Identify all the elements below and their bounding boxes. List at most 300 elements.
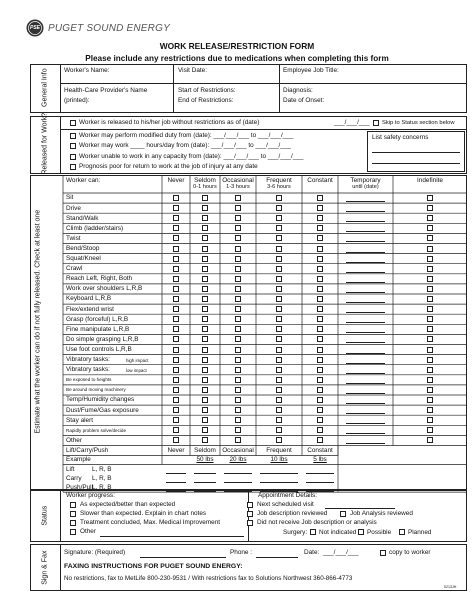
next-visit-label: Next scheduled visit [257,501,314,508]
did-not-receive-label: Did not receive Job description or analysis [257,519,377,526]
status-label: Status [41,505,49,526]
capacity-row-label: Climb (ladder/stairs) [66,224,124,232]
capacity-checkbox[interactable] [276,417,282,423]
capacity-checkbox[interactable] [276,205,282,211]
capacity-section-label: Estimate what the worker can do if not fully released. Check at least one [34,209,42,434]
example-occasional: 20 lbs [229,456,247,463]
lift-carry-push-header: Lift/Carry/Push [66,446,109,454]
capacity-checkbox[interactable] [173,326,179,332]
released-date-blank[interactable]: ___/___/___ [334,119,370,126]
capacity-checkbox[interactable] [235,195,241,201]
capacity-checkbox[interactable] [276,326,282,332]
capacity-checkbox[interactable] [317,296,323,302]
capacity-indefinite-checkbox[interactable] [427,427,433,433]
capacity-checkbox[interactable] [202,336,208,342]
capacity-checkbox[interactable] [173,407,179,413]
faxing-instructions-line: No restrictions, fax to MetLife 800-230-9531 / With restrictions fax to Solutions Northwest 360-866-4773 [64,575,353,582]
capacity-checkbox[interactable] [173,397,179,403]
capacity-row-label: Temp/Humidity changes [66,396,135,404]
capacity-row-label: Sit [66,194,74,202]
capacity-checkbox[interactable] [276,407,282,413]
capacity-checkbox[interactable] [235,367,241,373]
header-temporary-sub: until (date) [352,184,379,190]
capacity-checkbox[interactable] [202,326,208,332]
example-constant: 5 lbs [313,456,327,463]
capacity-checkbox[interactable] [317,387,323,393]
capacity-indefinite-checkbox[interactable] [427,235,433,241]
prognosis-poor-label: Prognosis poor for return to work at the job of injury at any date [79,163,258,170]
capacity-checkbox[interactable] [276,347,282,353]
capacity-checkbox[interactable] [276,427,282,433]
visit-date-field[interactable]: Visit Date: [178,67,208,74]
capacity-checkbox[interactable] [276,316,282,322]
capacity-checkbox[interactable] [235,417,241,423]
temporary-date-line[interactable] [346,443,385,444]
capacity-checkbox[interactable] [202,417,208,423]
date-of-onset-field[interactable]: Date of Onset: [283,97,325,104]
capacity-checkbox[interactable] [173,367,179,373]
sign-date-blank[interactable]: ___/___/___ [323,549,359,556]
capacity-checkbox[interactable] [235,336,241,342]
progress-as-expected-label: As expected/better than expected [80,501,176,508]
capacity-indefinite-checkbox[interactable] [427,205,433,211]
capacity-checkbox[interactable] [235,286,241,292]
pse-logo-mark-text: PSE [29,25,40,31]
capacity-row-label: Twist [66,234,81,242]
capacity-checkbox[interactable] [202,367,208,373]
capacity-checkbox[interactable] [202,316,208,322]
capacity-checkbox[interactable] [317,266,323,272]
capacity-checkbox[interactable] [173,205,179,211]
capacity-checkbox[interactable] [235,296,241,302]
capacity-row-label: Other [66,436,82,444]
capacity-row-label: Stand/Walk [66,214,99,222]
job-analysis-label: Job Analysis reviewed [350,510,413,517]
lift-row-side: L, R, B [92,474,112,482]
capacity-checkbox[interactable] [317,326,323,332]
lift-weight-line[interactable] [166,473,186,474]
capacity-checkbox[interactable] [317,367,323,373]
job-description-label: Job description reviewed [257,510,328,517]
lift-header-seldom: Seldom [194,446,216,454]
capacity-checkbox[interactable] [317,357,323,363]
form-title: WORK RELEASE/RESTRICTION FORM [159,41,315,51]
capacity-checkbox[interactable] [235,235,241,241]
surgery-label: Surgery: [283,529,308,536]
capacity-checkbox[interactable] [173,306,179,312]
capacity-checkbox[interactable] [235,276,241,282]
form-subtitle: Please include any restrictions due to medications when completing this form [85,54,389,63]
capacity-checkbox[interactable] [202,306,208,312]
capacity-row-label: Bend/Stoop [66,244,100,252]
capacity-checkbox[interactable] [317,407,323,413]
temporary-date-line[interactable] [346,201,385,202]
worker-progress-label: Worker progress: [66,492,115,499]
capacity-checkbox[interactable] [173,235,179,241]
capacity-row-label: Drive [66,204,81,212]
temporary-date-line[interactable] [346,363,385,364]
capacity-checkbox[interactable] [202,286,208,292]
next-visit-checkbox[interactable] [247,502,253,508]
capacity-checkbox[interactable] [276,296,282,302]
capacity-checkbox[interactable] [235,215,241,221]
capacity-checkbox[interactable] [317,347,323,353]
did-not-receive-checkbox[interactable] [247,520,253,526]
temporary-date-line[interactable] [346,413,385,414]
temporary-date-line[interactable] [346,262,385,263]
capacity-checkbox[interactable] [276,377,282,383]
capacity-indefinite-checkbox[interactable] [427,256,433,262]
provider-name-label-1: Health-Care Provider's Name [64,87,148,94]
capacity-checkbox[interactable] [235,316,241,322]
capacity-checkbox[interactable] [317,235,323,241]
capacity-row-label: Be exposed to heights [66,377,112,383]
temporary-date-line[interactable] [346,342,385,343]
capacity-checkbox[interactable] [173,316,179,322]
workers-name-field[interactable]: Worker's Name: [64,67,110,74]
capacity-indefinite-checkbox[interactable] [427,387,433,393]
capacity-row-label: Work over shoulders L,R,B [66,285,143,293]
lift-row-label: Lift [66,465,75,473]
capacity-checkbox[interactable] [276,215,282,221]
capacity-checkbox[interactable] [317,397,323,403]
temporary-date-line[interactable] [346,241,385,242]
capacity-checkbox[interactable] [202,377,208,383]
capacity-checkbox[interactable] [276,256,282,262]
capacity-row-label: Crawl [66,265,83,273]
capacity-checkbox[interactable] [235,205,241,211]
header-constant: Constant [307,177,333,184]
capacity-checkbox[interactable] [276,235,282,241]
capacity-checkbox[interactable] [202,397,208,403]
capacity-row-label: Keyboard L,R,B [66,295,112,303]
temporary-date-line[interactable] [346,322,385,323]
capacity-indefinite-checkbox[interactable] [427,276,433,282]
capacity-checkbox[interactable] [202,195,208,201]
capacity-checkbox[interactable] [202,215,208,221]
unable-to-work-label: Worker unable to work in any capacity from (date): ___/___/___ to ___/___/___ [79,153,304,160]
pse-brand-name: PUGET SOUND ENERGY [48,23,170,34]
header-occasional: Occasional [222,177,254,184]
lift-weight-line[interactable] [224,482,252,483]
capacity-checkbox[interactable] [202,266,208,272]
lift-row-side: L, R, B [92,483,112,491]
capacity-checkbox[interactable] [173,336,179,342]
capacity-checkbox[interactable] [202,427,208,433]
lift-header-constant: Constant [307,446,333,454]
progress-as-expected-checkbox[interactable] [70,502,76,508]
capacity-checkbox[interactable] [276,437,282,443]
capacity-checkbox[interactable] [276,397,282,403]
capacity-checkbox[interactable] [276,246,282,252]
capacity-checkbox[interactable] [173,387,179,393]
released-for-work-label: Released for Work? [41,112,49,175]
capacity-row-label: Grasp (forceful) L,R,B [66,315,129,323]
general-info-label: General Info [41,68,49,107]
capacity-checkbox[interactable] [235,427,241,433]
capacity-checkbox[interactable] [235,357,241,363]
capacity-checkbox[interactable] [276,225,282,231]
hours-day-label: Worker may work ____ hours/day from (date): ___/___/___ to ___/___/___ [79,142,291,149]
phone-label: Phone : [230,549,253,556]
capacity-row-label: Dust/Fume/Gas exposure [66,406,139,414]
capacity-checkbox[interactable] [173,246,179,252]
capacity-checkbox[interactable] [202,276,208,282]
copy-to-worker-checkbox[interactable] [380,550,386,556]
lift-header-never: Never [167,446,185,454]
capacity-row-label: Reach Left, Right, Both [66,275,133,283]
capacity-checkbox[interactable] [173,195,179,201]
safety-concerns-label: List safety concerns [372,134,429,141]
header-never: Never [167,177,185,184]
capacity-indefinite-checkbox[interactable] [427,336,433,342]
header-indefinite: Indefinite [417,177,443,184]
capacity-checkbox[interactable] [235,437,241,443]
example-seldom: 50 lbs [196,456,214,463]
capacity-checkbox[interactable] [202,225,208,231]
header-seldom-sub: 0-1 hours [193,184,217,190]
capacity-checkbox[interactable] [317,336,323,342]
capacity-checkbox[interactable] [235,347,241,353]
lift-weight-line[interactable] [260,482,298,483]
signature-label: Signature: (Required) [64,549,126,556]
capacity-checkbox[interactable] [276,276,282,282]
surgery-planned-label: Planned [408,529,432,536]
capacity-checkbox[interactable] [317,246,323,252]
capacity-indefinite-checkbox[interactable] [427,326,433,332]
capacity-indefinite-checkbox[interactable] [427,306,433,312]
capacity-checkbox[interactable] [276,286,282,292]
capacity-checkbox[interactable] [317,215,323,221]
capacity-checkbox[interactable] [173,417,179,423]
job-description-checkbox[interactable] [247,511,253,517]
capacity-checkbox[interactable] [276,367,282,373]
temporary-date-line[interactable] [346,433,385,434]
skip-status-label: Skip to Status section below [382,120,455,126]
capacity-checkbox[interactable] [276,357,282,363]
temporary-date-line[interactable] [346,312,385,313]
capacity-checkbox[interactable] [202,357,208,363]
capacity-checkbox[interactable] [202,347,208,353]
released-no-restrictions-label: Worker is released to his/her job without restrictions as of (date) [79,119,260,126]
header-frequent: Frequent [266,177,292,184]
signature-line[interactable] [140,557,226,558]
capacity-checkbox[interactable] [317,427,323,433]
capacity-checkbox[interactable] [317,417,323,423]
surgery-possible-label: Possible [367,529,392,536]
capacity-checkbox[interactable] [173,296,179,302]
temporary-date-line[interactable] [346,373,385,374]
capacity-checkbox[interactable] [173,357,179,363]
capacity-indefinite-checkbox[interactable] [427,215,433,221]
provider-name-field[interactable]: (printed): [64,97,90,104]
employee-job-title-field[interactable]: Employee Job Title: [283,67,339,74]
capacity-checkbox[interactable] [202,407,208,413]
capacity-checkbox[interactable] [173,256,179,262]
capacity-indefinite-checkbox[interactable] [427,296,433,302]
capacity-checkbox[interactable] [202,256,208,262]
surgery-not-indicated-checkbox[interactable] [310,529,316,535]
capacity-checkbox[interactable] [276,387,282,393]
capacity-row-label: Vibratory tasks: [66,356,110,363]
capacity-checkbox[interactable] [173,377,179,383]
capacity-checkbox[interactable] [317,437,323,443]
temporary-date-line[interactable] [346,252,385,253]
capacity-indefinite-checkbox[interactable] [427,225,433,231]
capacity-checkbox[interactable] [317,316,323,322]
capacity-checkbox[interactable] [317,195,323,201]
capacity-checkbox[interactable] [235,246,241,252]
capacity-checkbox[interactable] [276,336,282,342]
lift-row-label: Push/Pull [66,483,93,491]
capacity-checkbox[interactable] [235,225,241,231]
lift-weight-line[interactable] [260,473,298,474]
header-temporary: Temporary [350,177,381,184]
capacity-checkbox[interactable] [202,437,208,443]
surgery-not-indicated-label: Not indicated [319,529,357,536]
capacity-checkbox[interactable] [235,397,241,403]
capacity-checkbox[interactable] [235,266,241,272]
capacity-indefinite-checkbox[interactable] [427,266,433,272]
capacity-checkbox[interactable] [317,377,323,383]
capacity-row-label: Flex/extend wrist [66,305,114,313]
header-occasional-sub: 1-3 hours [226,184,250,190]
faxing-instructions-title: FAXING INSTRUCTIONS FOR PUGET SOUND ENERGY: [64,563,243,570]
capacity-checkbox[interactable] [202,296,208,302]
surgery-possible-checkbox[interactable] [358,529,364,535]
capacity-indefinite-checkbox[interactable] [427,347,433,353]
progress-other-label: Other [80,528,96,535]
temporary-date-line[interactable] [346,423,385,424]
capacity-checkbox[interactable] [173,215,179,221]
lift-header-frequent: Frequent [266,446,292,454]
temporary-date-line[interactable] [346,221,385,222]
lift-weight-line[interactable] [194,473,216,474]
appointment-details-label: Appointment Details: [258,492,317,499]
modified-duty-label: Worker may perform modified duty from (date): ___/___/___ to ___/___/___ [79,132,294,139]
progress-slower-label: Slower than expected. Explain in chart notes [80,510,207,517]
capacity-row-label: Fine manipulate L,R,B [66,325,130,333]
capacity-checkbox[interactable] [276,306,282,312]
end-restrictions-field[interactable]: End of Restrictions: [178,97,234,104]
temporary-date-line[interactable] [346,292,385,293]
capacity-row-suffix: high impact [126,358,149,364]
capacity-checkbox[interactable] [202,235,208,241]
capacity-checkbox[interactable] [317,205,323,211]
capacity-checkbox[interactable] [235,306,241,312]
lift-header-occasional: Occasional [222,446,254,454]
capacity-checkbox[interactable] [235,256,241,262]
progress-other-checkbox[interactable] [70,529,76,535]
capacity-checkbox[interactable] [235,387,241,393]
capacity-row-label: Rapidly problem solve/decide [66,427,127,433]
temporary-date-line[interactable] [346,302,385,303]
sign-fax-label: Sign & Fax [41,550,49,585]
temporary-date-line[interactable] [346,282,385,283]
example-frequent: 10 lbs [270,456,288,463]
capacity-checkbox[interactable] [317,276,323,282]
temporary-date-line[interactable] [346,403,385,404]
capacity-indefinite-checkbox[interactable] [427,246,433,252]
capacity-row-label: Do simple grasping L,R,B [66,335,139,343]
start-restrictions-field[interactable]: Start of Restrictions: [178,87,236,94]
capacity-checkbox[interactable] [276,266,282,272]
capacity-checkbox[interactable] [173,427,179,433]
capacity-checkbox[interactable] [235,407,241,413]
temporary-date-line[interactable] [346,231,385,232]
capacity-indefinite-checkbox[interactable] [427,377,433,383]
capacity-checkbox[interactable] [202,205,208,211]
capacity-row-label: Vibratory tasks: [66,366,110,374]
capacity-indefinite-checkbox[interactable] [427,397,433,403]
capacity-checkbox[interactable] [173,276,179,282]
capacity-checkbox[interactable] [173,286,179,292]
capacity-checkbox[interactable] [317,286,323,292]
lift-weight-line[interactable] [224,473,252,474]
lift-weight-line[interactable] [306,482,334,483]
treatment-concluded-checkbox[interactable] [70,520,76,526]
sign-date-label: Date: [304,549,320,556]
capacity-checkbox[interactable] [173,347,179,353]
capacity-row-suffix: low impact [126,368,147,374]
capacity-indefinite-checkbox[interactable] [427,417,433,423]
temporary-date-line[interactable] [346,353,385,354]
temporary-date-line[interactable] [346,393,385,394]
copy-to-worker-label: copy to worker [389,549,431,556]
capacity-row-label: Use foot controls L,R,B [66,345,132,353]
capacity-checkbox[interactable] [317,306,323,312]
lift-weight-line[interactable] [306,473,334,474]
temporary-date-line[interactable] [346,383,385,384]
capacity-checkbox[interactable] [173,266,179,272]
capacity-checkbox[interactable] [235,326,241,332]
phone-line[interactable] [256,557,298,558]
capacity-checkbox[interactable] [202,387,208,393]
capacity-row-label: Squat/Kneel [66,255,101,262]
capacity-row-label: Stay alert [66,416,93,424]
diagnosis-field[interactable]: Diagnosis: [283,87,313,94]
lift-weight-line[interactable] [166,482,186,483]
surgery-planned-checkbox[interactable] [399,529,405,535]
example-label: Example [66,456,91,463]
temporary-date-line[interactable] [346,272,385,273]
header-seldom: Seldom [194,177,216,184]
temporary-date-line[interactable] [346,211,385,212]
capacity-indefinite-checkbox[interactable] [427,286,433,292]
capacity-checkbox[interactable] [317,256,323,262]
lift-weight-line[interactable] [194,482,216,483]
temporary-date-line[interactable] [346,332,385,333]
capacity-indefinite-checkbox[interactable] [427,195,433,201]
capacity-indefinite-checkbox[interactable] [427,316,433,322]
treatment-concluded-label: Treatment concluded, Max. Medical Improvement [80,519,221,526]
capacity-checkbox[interactable] [173,225,179,231]
capacity-checkbox[interactable] [173,437,179,443]
capacity-checkbox[interactable] [202,246,208,252]
progress-slower-checkbox[interactable] [70,511,76,517]
job-analysis-checkbox[interactable] [340,511,346,517]
capacity-indefinite-checkbox[interactable] [427,437,433,443]
form-code: 0213JH [444,585,457,589]
capacity-indefinite-checkbox[interactable] [427,357,433,363]
lift-row-side: L, R, B [92,465,112,473]
capacity-checkbox[interactable] [276,195,282,201]
capacity-indefinite-checkbox[interactable] [427,407,433,413]
lift-row-label: Carry [66,474,82,482]
capacity-checkbox[interactable] [317,225,323,231]
capacity-indefinite-checkbox[interactable] [427,367,433,373]
capacity-checkbox[interactable] [235,377,241,383]
